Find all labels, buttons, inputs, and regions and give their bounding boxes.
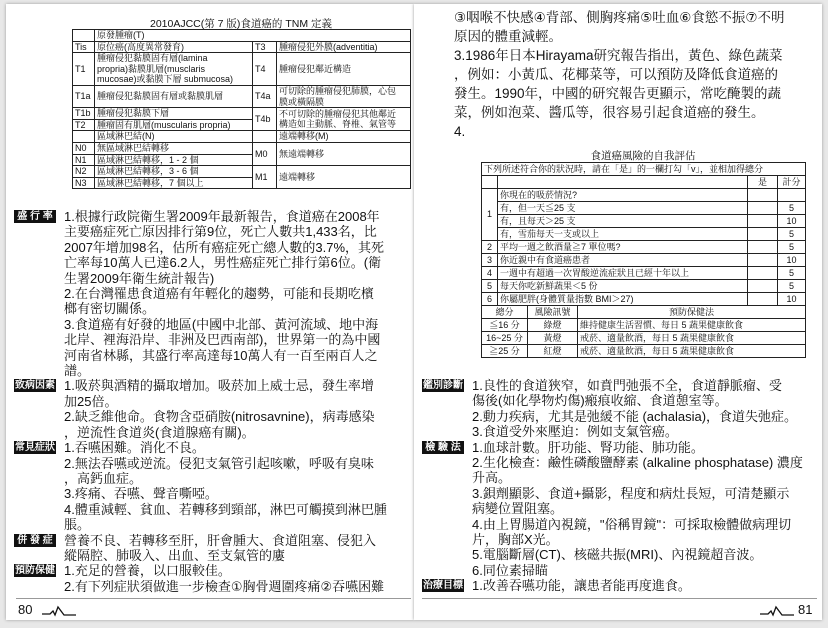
table-row [482,280,806,293]
table-cell: N2 [73,166,95,178]
table-cell: 3 [482,254,498,267]
section [422,440,818,579]
table-cell [778,189,806,202]
table-row [482,215,806,228]
table-row [482,176,806,189]
yes-checkbox-cell [748,189,778,202]
table-cell: 腫瘤侵犯黏膜下層 [95,108,253,120]
section-label: 檢 驗 法 [422,441,464,454]
table-row [73,142,411,154]
table-cell: 2 [482,241,498,254]
table-cell: 綠燈 [528,319,578,332]
table-cell: 區域淋巴結(N) [95,131,253,143]
table-cell [73,131,95,143]
table-cell: T4 [253,53,277,86]
table-row [73,85,411,107]
yes-checkbox-cell [748,267,778,280]
table-cell: 平均一週之飲酒量≧7 單位嗎? [498,241,748,254]
table-cell: 腫瘤侵犯鄰近構造 [277,53,411,86]
yes-checkbox-cell [748,215,778,228]
table-cell: 腫瘤固有肌層(muscularis propria) [95,119,253,131]
table-row [73,53,411,86]
table-row [73,131,411,143]
table-cell: 無遠端轉移 [277,142,411,165]
table-row [482,189,806,202]
table-cell: ≧25 分 [482,345,528,358]
table-cell: 5 [778,228,806,241]
section-text: 1.根據行政院衛生署2009年最新報告，食道癌在2008年 主要癌症死亡原因排行第9位，死亡人數共1,433名，比 2007年增加98名，估所有癌症死亡總人數的3.7%，其死 亡率每10萬人已達6.2人，男性癌症死亡排行第6位。(衛 生署2009年衛生統計報告) 2.在台灣罹患食道癌有年輕化的趨勢，可能和長期吃檳 榔有密切關係。 3.食道癌有好發的地區(中國中北部、黃河流域、地中海 北岸、裡海沿岸、非洲及巴西南部)，世界第一的為中國 河南省林縣，其盛行率高達每10萬人有一百至兩百人之 譜。 [64,209,385,379]
table-cell: 5 [778,280,806,293]
section-label: 鑑別診斷 [423,380,463,391]
table-row [482,306,806,319]
section-text: 1.吞嚥困難。消化不良。 2.無法吞嚥或逆流。侵犯支氣管引起咳嗽，呼吸有臭味 ，高鈣血症。 3.疼痛、吞嚥、聲音嘶啞。 4.體重減輕、貧血、若轉移到頸部，淋巴可觸摸到淋巴腫 脹。 [64,440,387,533]
table-cell: 16~25 分 [482,332,528,345]
section-text: 1.吸菸與酒精的攝取增加。吸菸加上威士忌，發生率增 加25倍。 2.缺乏維他命。食物含亞硝胺(nitrosavnine)，病毒感染 ，逆流性食道炎(食道腺癌有關)。 [64,378,375,440]
section [14,378,410,440]
table-cell: M0 [253,142,277,165]
table-cell: 5 [778,202,806,215]
yes-checkbox-cell [748,280,778,293]
table-cell: 腫瘤侵犯黏膜固有層或黏膜肌層 [95,85,253,107]
table-cell: T3 [253,41,277,53]
table-cell: 10 [778,215,806,228]
right-page [414,4,822,620]
right-sections [422,378,818,594]
table-cell [253,131,277,143]
section-label: 預防保健 [15,565,55,577]
table-cell: 你近親中有食道癌患者 [498,254,748,267]
table-cell: 5 [482,280,498,293]
table-cell: 不可切除的腫瘤侵犯其他鄰近 構造如主動脈、脊椎、氣管等 [277,108,411,131]
table-cell: 區域淋巴結轉移，7 個以上 [95,177,253,189]
table-cell: 腫瘤侵犯外膜(adventitia) [277,41,411,53]
section-text: 1.充足的營養，以口服較佳。 2.有下列症狀須做進一步檢查①胸骨週圍疼痛②吞嚥困難 [64,563,385,594]
table-cell: 無區域淋巴結轉移 [95,142,253,154]
instruction: 下列所述符合你的狀況時，請在「是」的一欄打勾「v」，並相加得總分 [482,163,806,176]
left-sections [14,209,410,594]
section-text: 1.血球計數。肝功能、腎功能、肺功能。 2.生化檢查：鹼性磷酸鹽酵素 (alkaline phosphatase) 濃度 升高。 3.鋇劑顯影、食道+攝影，程度和病灶長短，可清楚顯示 病變位置阻塞。 4.由上胃腸道內視鏡，"俗稱胃鏡"：可採取檢體做病理切 片，胸部X光。 5.電腦斷層(CT)、核磁共振(MRI)、內視鏡超音波。 6.同位素掃瞄 [472,439,803,578]
table-cell: M1 [253,166,277,189]
table-cell: 紅燈 [528,345,578,358]
table-cell: T4a [253,85,277,107]
page-number: 81 [798,602,813,617]
empty-header [482,176,498,189]
yes-column-header: 是 [748,176,778,189]
table-cell: T1 [73,53,95,86]
section-label: 盛 行 率 [14,210,56,223]
risk-table-title: 食道癌風險的自我評估 [590,150,696,162]
score-column-header: 計分 [778,176,806,189]
table-cell: 原發腫瘤(T) [95,30,411,42]
table-cell: ≦16 分 [482,319,528,332]
table-cell: 維持健康生活習慣、每日 5 蔬果健康飲食 [578,319,806,332]
table-cell: 原位癌(高度異常發育) [95,41,253,53]
table-cell: 遠端轉移(M) [277,131,411,143]
table-cell: T1b [73,108,95,120]
section [14,563,410,594]
table-cell: 10 [778,293,806,306]
table-row [482,163,806,176]
section-label: 治療目標 [423,580,463,592]
table-row [482,202,806,215]
table-cell: 總分 [482,306,528,319]
section-label: 致病因素 [15,380,55,392]
table-cell: 預防保健法 [578,306,806,319]
risk-table [481,162,806,358]
table-cell: 5 [778,241,806,254]
table-cell: 5 [778,267,806,280]
table-row [482,319,806,332]
left-page [6,4,414,620]
table-cell: Tis [73,41,95,53]
section [422,378,818,440]
table-cell: 1 [482,189,498,241]
table-cell: 10 [778,254,806,267]
yes-checkbox-cell [748,293,778,306]
table-cell: 黃燈 [528,332,578,345]
section [14,209,410,378]
table-row [482,267,806,280]
yes-checkbox-cell [748,241,778,254]
section [14,533,410,564]
table-cell [73,30,95,42]
table-cell: 一週中有超過一次胃酸逆流症狀且已經十年以上 [498,267,748,280]
yes-checkbox-cell [748,228,778,241]
table-cell: 腫瘤侵犯黏膜固有層(lamina propria)黏膜肌層(musclaris mucosae)或黏膜下層 submucosa) [95,53,253,86]
table-row [482,345,806,358]
continued-text: ③咽喉不快感④背部、側胸疼痛⑤吐血⑥食慾不振⑦不明 原因的體重減輕。 3.1986年日本Hirayama研究報告指出，黃色、綠色蔬菜 ，例如：小黃瓜、花椰菜等，可以預防及降低食道癌的 發生。1990年，中國的研究報告更顯示，常吃醃製的蔬 菜，例如泡菜、醬瓜等，很容易引起食道癌的發生。 4. [454,10,785,139]
table-cell: 區域淋巴結轉移，1 - 2 個 [95,154,253,166]
table-row [73,108,411,120]
section [14,440,410,532]
yes-checkbox-cell [748,254,778,267]
table-cell: 有，但一天≦25 支 [498,202,748,215]
section-text: 1.良性的食道狹窄，如賁門弛張不全，食道靜脈瘤、受 傷後(如化學物灼傷)瘢痕收縮、食道憩室等。 2.動力疾病，尤其是弛緩不能 (achalasia)，食道失弛症。 3.食道受外來壓迫：例如支氣管癌。 [472,378,798,440]
table-cell: 你現在的吸菸情況? [498,189,748,202]
table-row [482,293,806,306]
table-cell: 有，雪茄每天一支或以上 [498,228,748,241]
table-cell: T4b [253,108,277,131]
table-cell: 遠端轉移 [277,166,411,189]
section [422,578,818,593]
table-cell: N3 [73,177,95,189]
table-row [482,254,806,267]
heartbeat-logo-icon [760,605,796,617]
table-cell: 有，且每天＞25 支 [498,215,748,228]
table-cell: N0 [73,142,95,154]
tnm-table [72,29,411,189]
page-divider [16,598,411,599]
table-cell: 區域淋巴結轉移，3 - 6 個 [95,166,253,178]
page-number: 80 [18,602,33,617]
table-cell: 你屬肥胖(身體質量指數 BMI＞27) [498,293,748,306]
table-cell: 戒菸、適量飲酒，每日 5 蔬果健康飲食 [578,345,806,358]
table-row [73,30,411,42]
page-divider [422,598,817,599]
yes-checkbox-cell [748,202,778,215]
table-cell: 每天你吃新鮮蔬果＜5 份 [498,280,748,293]
section-label: 常見症狀 [15,442,55,454]
table-cell: T1a [73,85,95,107]
table-cell: 4 [482,267,498,280]
section-text: 營養不良、若轉移至肝，肝會腫大、食道阻塞、侵犯入 縱隔腔、肺吸入、出血、至支氣管的廔 [64,532,377,563]
table-cell: 戒菸、適量飲酒，每日 5 蔬果健康飲食 [578,332,806,345]
table-row [482,241,806,254]
table-row [73,41,411,53]
section-text: 1.改善吞嚥功能，讓患者能再度進食。 [472,578,691,594]
empty-header [498,176,748,189]
table-cell: 6 [482,293,498,306]
table-cell: 可切除的腫瘤侵犯肺膜，心包 膜或橫隔膜 [277,85,411,107]
table-row [482,228,806,241]
section-label: 併 發 症 [14,534,56,547]
table-cell: 風險訊號 [528,306,578,319]
tnm-table-title: 2010AJCC(第 7 版)食道癌的 TNM 定義 [149,18,333,30]
table-row [73,166,411,178]
table-cell: T2 [73,119,95,131]
table-cell: N1 [73,154,95,166]
table-row [482,332,806,345]
heartbeat-logo-icon [42,605,78,617]
